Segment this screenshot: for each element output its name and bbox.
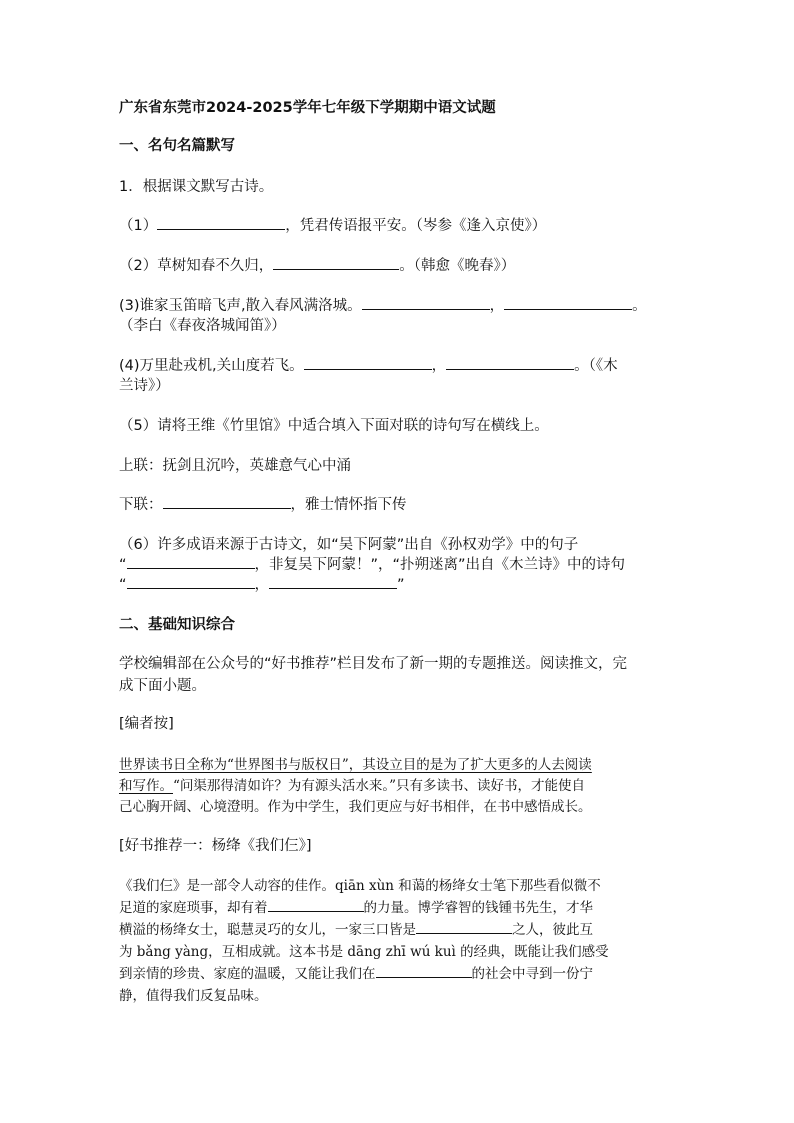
item-3: (3)谁家玉笛暗飞声,散入春风满洛城。 ， 。 (119, 294, 647, 318)
item-2: （2）草树知春不久归， 。（韩愈《晚春》） (119, 254, 515, 278)
item-1: （1） ，凭君传语报平安。（岑参《逢入京使》） (119, 214, 546, 238)
couplet-lower: 下联： ，雅士情怀指下传 (119, 493, 407, 517)
item-6-line-2: “ ，非复吴下阿蒙！”，“扑朔迷离”出自《木兰诗》中的诗句 (119, 553, 625, 577)
item-4: (4)万里赴戎机,关山度若飞。 ， 。（《木 (119, 354, 618, 378)
editor-note-heading: [编者按] (119, 716, 174, 732)
passage-line-3: 横溢的杨绛女士，聪慧灵巧的女儿，一家三口皆是 之人，彼此互 (119, 918, 593, 942)
editor-note-line-1: 世界读书日全称为“世界图书与版权日”，其设立目的是为了扩大更多的人去阅读 (119, 757, 592, 773)
answer-blank[interactable] (163, 494, 291, 509)
answer-blank[interactable] (304, 355, 432, 370)
section-heading-2: 二、基础知识综合 (119, 617, 235, 633)
editor-note-line-2: 和写作。“问渠那得清如许？为有源头活水来。”只有多读书、读好书，才能使自 (119, 778, 586, 794)
answer-blank[interactable] (376, 963, 472, 978)
answer-blank[interactable] (127, 554, 255, 569)
recommendation-heading: [好书推荐一：杨绛《我们仨》] (119, 838, 312, 854)
question-1-prompt: 1．根据课文默写古诗。 (119, 179, 274, 195)
answer-blank[interactable] (157, 215, 285, 230)
item-5: （5）请将王维《竹里馆》中适合填入下面对联的诗句写在横线上。 (119, 418, 549, 434)
item-6-line-3: “ ， ” (119, 573, 405, 597)
page-title: 广东省东莞市2024-2025学年七年级下学期期中语文试题 (119, 100, 496, 116)
couplet-upper: 上联：抚剑且沉吟，英雄意气心中涌 (119, 458, 351, 474)
answer-blank[interactable] (269, 574, 397, 589)
answer-blank[interactable] (127, 574, 255, 589)
passage-line-4: 为 bǎng yàng，互相成就。这本书是 dāng zhī wú kuì 的经典，既能让我们感受 (119, 944, 609, 960)
answer-blank[interactable] (416, 919, 512, 934)
passage-line-1: 《我们仨》是一部令人动容的佳作。qiān xùn 和蔼的杨绛女士笔下那些看似微不 (119, 878, 601, 894)
section-heading-1: 一、名句名篇默写 (119, 138, 235, 154)
item-4-source: 兰诗》） (119, 378, 170, 394)
intro-line-2: 成下面小题。 (119, 678, 206, 694)
passage-line-5: 到亲情的珍贵、家庭的温暖，又能让我们在 的社会中寻到一份宁 (119, 962, 593, 986)
passage-line-6: 静，值得我们反复品味。 (119, 988, 268, 1004)
intro-line-1: 学校编辑部在公众号的“好书推荐”栏目发布了新一期的专题推送。阅读推文，完 (119, 656, 628, 672)
answer-blank[interactable] (273, 255, 399, 270)
answer-blank[interactable] (446, 355, 574, 370)
item-3-source: （李白《春夜洛城闻笛》） (119, 318, 286, 334)
answer-blank[interactable] (504, 295, 632, 310)
item-6-line-1: （6）许多成语来源于古诗文，如“吴下阿蒙”出自《孙权劝学》中的句子 (119, 537, 579, 553)
answer-blank[interactable] (362, 295, 490, 310)
editor-note-line-3: 己心胸开阔、心境澄明。作为中学生，我们更应与好书相伴，在书中感悟成长。 (119, 799, 592, 815)
answer-blank[interactable] (268, 897, 364, 912)
passage-line-2: 足道的家庭琐事，却有着 的力量。博学睿智的钱锺书先生，才华 (119, 896, 593, 920)
